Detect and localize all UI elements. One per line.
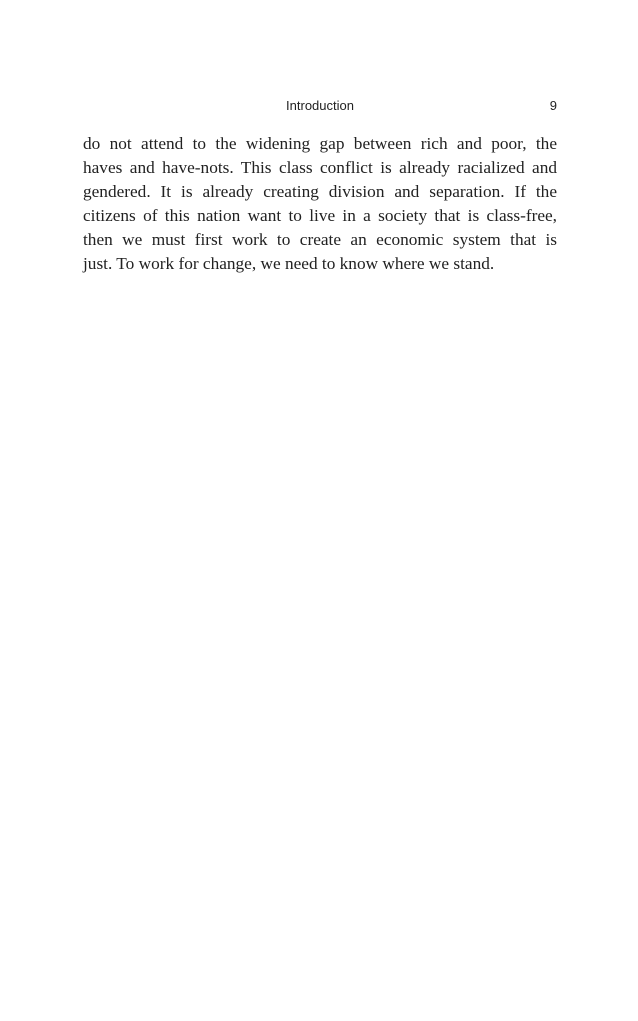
body-paragraph — [83, 132, 557, 276]
text-line: do not attend to the widening gap between rich and poor, the — [83, 134, 557, 153]
chapter-title: Introduction — [286, 98, 354, 113]
page-number: 9 — [549, 98, 557, 113]
text-line: citizens of this nation want to live in a society that is class-free, — [83, 206, 557, 225]
text-line: gendered. It is already creating division and separation. If the — [83, 182, 557, 201]
text-line: then we must first work to create an economic system that is — [83, 230, 557, 249]
text-line: haves and have-nots. This class conflict is already racialized and — [83, 158, 557, 177]
running-head — [83, 98, 557, 116]
text-line: just. To work for change, we need to know where we stand. — [83, 254, 495, 273]
